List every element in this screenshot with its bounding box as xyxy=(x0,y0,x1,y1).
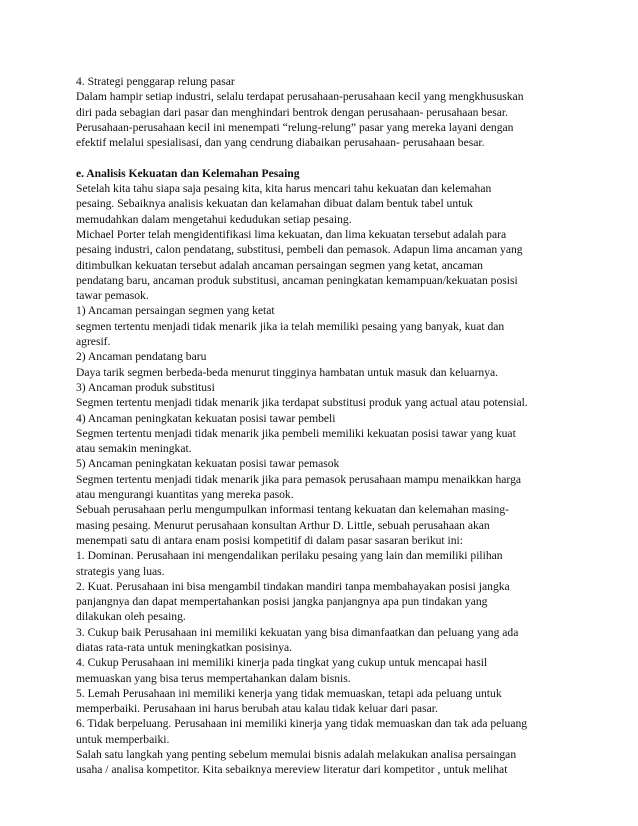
text-line: masing pesaing. Menurut perusahaan konsultan Arthur D. Little, sebuah perusahaan akan xyxy=(76,518,490,532)
document-content xyxy=(76,74,572,778)
text-line: 3) Ancaman produk substitusi xyxy=(76,380,215,394)
text-line: 1. Dominan. Perusahaan ini mengendalikan perilaku pesaing yang lain dan memiliki pilihan xyxy=(76,549,503,563)
text-line: Segmen tertentu menjadi tidak menarik jika pembeli memiliki kekuatan posisi tawar yang kuat xyxy=(76,426,516,440)
text-line: Salah satu langkah yang penting sebelum memulai bisnis adalah melakukan analisa persaingan xyxy=(76,748,517,762)
text-line: untuk memperbaiki. xyxy=(76,732,170,746)
text-line: Setelah kita tahu siapa saja pesaing kita, kita harus mencari tahu kekuatan dan kelemahan xyxy=(76,182,492,196)
text-line: 4. Strategi penggarap relung pasar xyxy=(76,75,235,88)
text-line: 4. Cukup Perusahaan ini memiliki kinerja pada tingkat yang cukup untuk mencapai hasil xyxy=(76,656,488,670)
text-line: Sebuah perusahaan perlu mengumpulkan informasi tentang kekuatan dan kelemahan masing- xyxy=(76,503,510,517)
text-line: panjangnya dan dapat mempertahankan posisi jangka panjangnya apa pun tindakan yang xyxy=(76,595,488,609)
text-line: 2) Ancaman pendatang baru xyxy=(76,350,207,364)
text-line: tawar pemasok. xyxy=(76,289,149,303)
text-line: Segmen tertentu menjadi tidak menarik jika terdapat substitusi produk yang actual atau potensial. xyxy=(76,396,528,410)
text-line: 3. Cukup baik Perusahaan ini memiliki kekuatan yang bisa dimanfaatkan dan peluang yang ada xyxy=(76,625,519,639)
text-line: ditimbulkan kekuatan tersebut adalah ancaman persaingan segmen yang ketat, ancaman xyxy=(76,258,483,272)
section-body xyxy=(76,181,572,778)
text-line: Michael Porter telah mengidentifikasi lima kekuatan, dan lima kekuatan tersebut adalah para xyxy=(76,227,507,241)
text-line: 1) Ancaman persaingan segmen yang ketat xyxy=(76,304,275,318)
text-line: 6. Tidak berpeluang. Perusahaan ini memiliki kinerja yang tidak memuaskan dan tak ada peluang xyxy=(76,717,528,731)
text-line: 5. Lemah Perusahaan ini memiliki kenerja yang tidak memuaskan, tetapi ada peluang untuk xyxy=(76,686,502,700)
text-line: memuaskan yang bisa terus mempertahankan dalam bisnis. xyxy=(76,671,351,685)
text-line: menempati satu di antara enam posisi kompetitif di dalam pasar sasaran berikut ini: xyxy=(76,533,463,547)
text-line: atau semakin meningkat. xyxy=(76,442,192,456)
text-line: efektif melalui spesialisasi, dan yang cendrung diabaikan perusahaan- perusahaan besar. xyxy=(76,136,485,150)
text-line: Daya tarik segmen berbeda-beda menurut tingginya hambatan untuk masuk dan keluarnya. xyxy=(76,365,499,379)
paragraph-spacer xyxy=(76,150,572,165)
text-line: memudahkan dalam mengetahui kedudukan setiap pesaing. xyxy=(76,212,352,226)
text-line: dilakukan oleh pesaing. xyxy=(76,610,186,624)
text-line: usaha / analisa kompetitor. Kita sebaiknya mereview literatur dari kompetitor , untuk melihat xyxy=(76,763,508,777)
text-line: strategis yang luas. xyxy=(76,564,165,578)
section-heading: e. Analisis Kekuatan dan Kelemahan Pesaing xyxy=(76,166,300,180)
text-line: diri pada sebagian dari pasar dan menghindari bentrok dengan perusahaan- perusahaan besar. xyxy=(76,105,509,119)
text-line: 4) Ancaman peningkatan kekuatan posisi tawar pembeli xyxy=(76,411,336,425)
text-line: Segmen tertentu menjadi tidak menarik jika para pemasok perusahaan mampu menaikkan harga xyxy=(76,472,522,486)
text-line: pesaing. Sebaiknya analisis kekuatan dan kelamahan dibuat dalam bentuk tabel untuk xyxy=(76,197,473,211)
text-line: diatas rata-rata untuk meningkatkan posisinya. xyxy=(76,640,293,654)
text-line: Dalam hampir setiap industri, selalu terdapat perusahaan-perusahaan kecil yang mengkhususkan xyxy=(76,90,524,104)
text-line: atau mengurangi kuantitas yang mereka pasok. xyxy=(76,488,294,502)
text-line: segmen tertentu menjadi tidak menarik jika ia telah memiliki pesaing yang banyak, kuat dan xyxy=(76,319,505,333)
text-line: pendatang baru, ancaman produk substitusi, ancaman peningkatan kemampuan/kekuatan posisi xyxy=(76,273,518,287)
text-line: 2. Kuat. Perusahaan ini bisa mengambil tindakan mandiri tanpa membahayakan posisi jangka xyxy=(76,579,510,593)
text-line: Perusahaan-perusahaan kecil ini menempati “relung-relung” pasar yang mereka layani dengan xyxy=(76,120,514,134)
text-line: pesaing industri, calon pendatang, substitusi, pembeli dan pemasok. Adapun lima ancaman yang xyxy=(76,243,523,257)
text-line: memperbaiki. Perusahaan ini harus berubah atau kalau tidak keluar dari pasar. xyxy=(76,702,438,716)
text-line: agresif. xyxy=(76,335,111,349)
text-line: 5) Ancaman peningkatan kekuatan posisi tawar pemasok xyxy=(76,457,340,471)
